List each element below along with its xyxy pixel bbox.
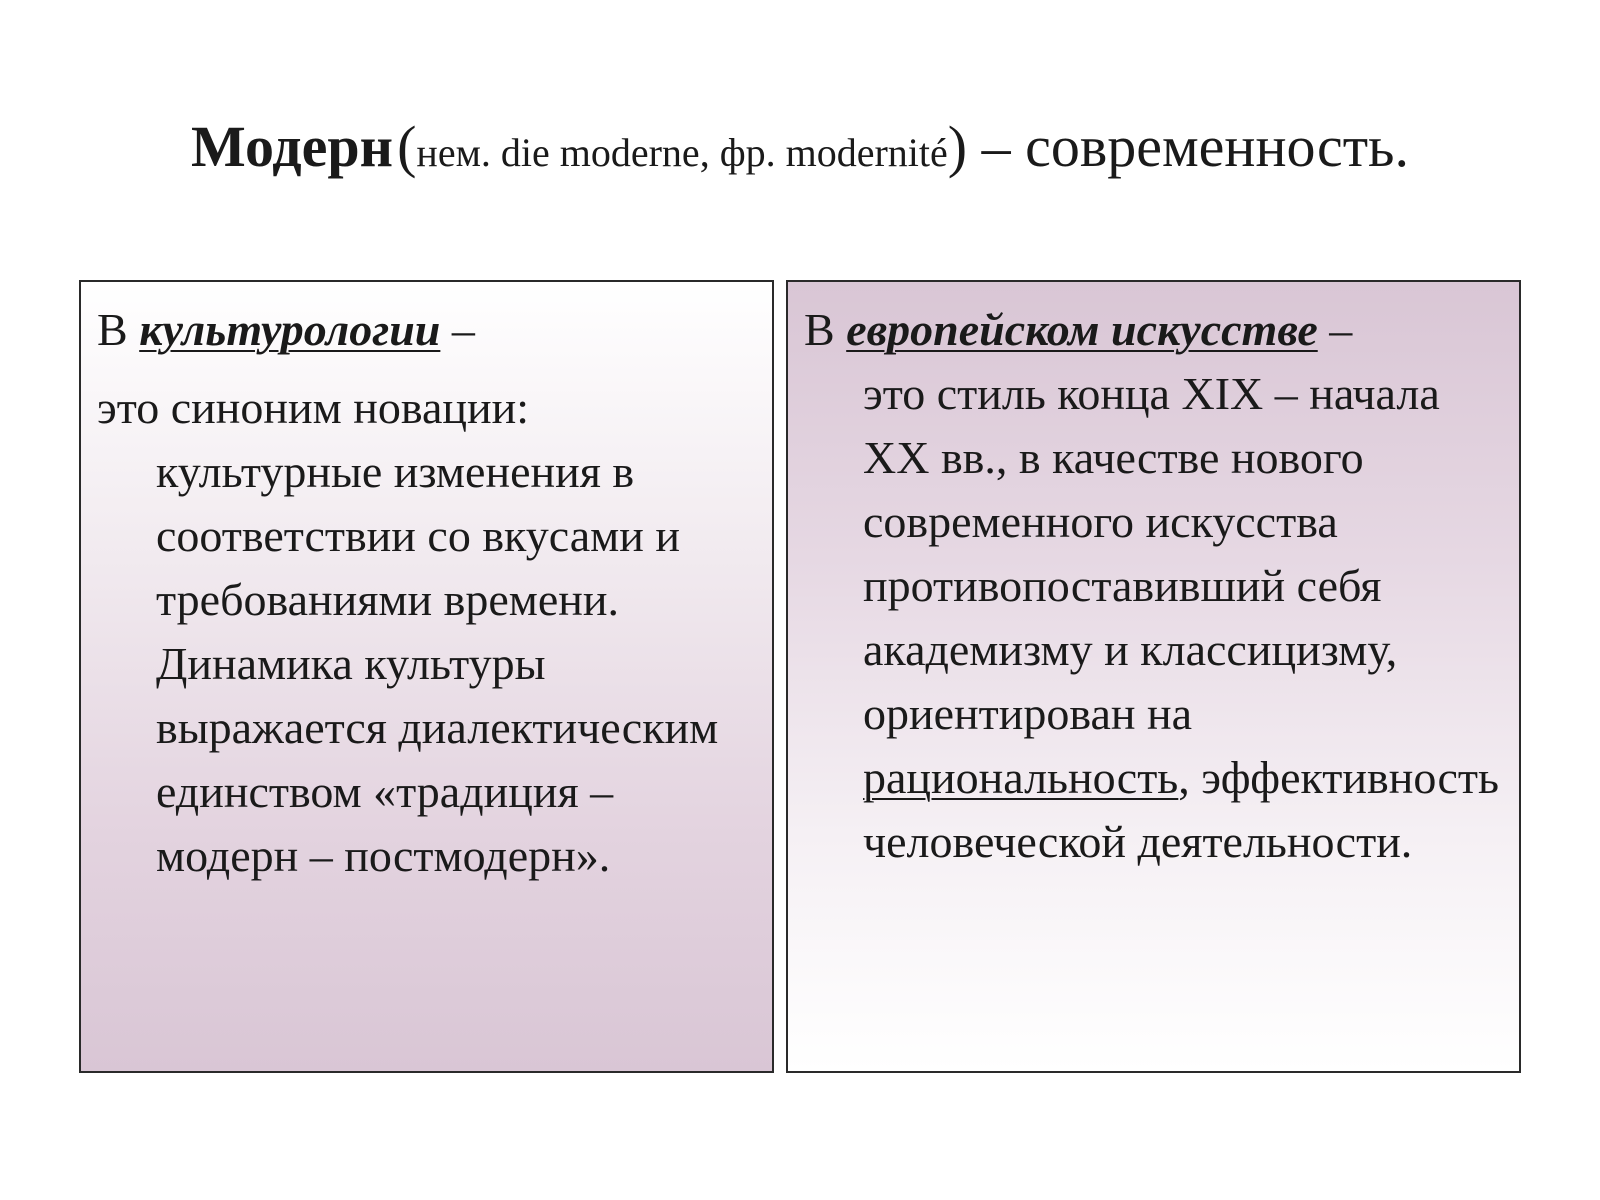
title-close-paren: )	[947, 114, 968, 179]
european-art-text-end: , эффективность человеческой деятельности.	[863, 752, 1499, 867]
culturology-definition-box	[79, 280, 774, 1073]
european-art-heading-prefix: В	[804, 304, 847, 355]
european-art-heading-suffix: –	[1317, 304, 1353, 355]
culturology-heading	[97, 298, 756, 362]
european-art-definition-box	[786, 280, 1521, 1073]
european-art-text	[804, 362, 1503, 874]
title-etymology: нем. die moderne, фр. modernité	[416, 130, 948, 175]
european-art-heading	[804, 298, 1503, 362]
culturology-text: культурные изменения в соответствии со вкусами и требованиями времени. Динамика культуры выражается диалектическим единством «традиция – модерн – постмодерн».	[156, 446, 719, 881]
title-term: Модерн	[191, 114, 394, 179]
title-definition: – современность.	[967, 114, 1409, 179]
title-open-paren: (	[397, 114, 417, 179]
culturology-heading-suffix: –	[440, 304, 475, 355]
european-art-text-start: это стиль конца XIX – начала XX вв., в качестве нового современного искусства противопоставивший себя академизму и классицизму, ориентирован на	[863, 368, 1440, 739]
culturology-body	[97, 376, 756, 888]
culturology-lead: это синоним новации:	[97, 382, 530, 433]
culturology-heading-prefix: В	[97, 304, 140, 355]
culturology-heading-term: культурологии	[139, 304, 441, 355]
slide-title	[0, 114, 1600, 179]
european-art-heading-term: европейском искусстве	[846, 304, 1318, 355]
rationality-term: рациональность	[863, 752, 1179, 803]
